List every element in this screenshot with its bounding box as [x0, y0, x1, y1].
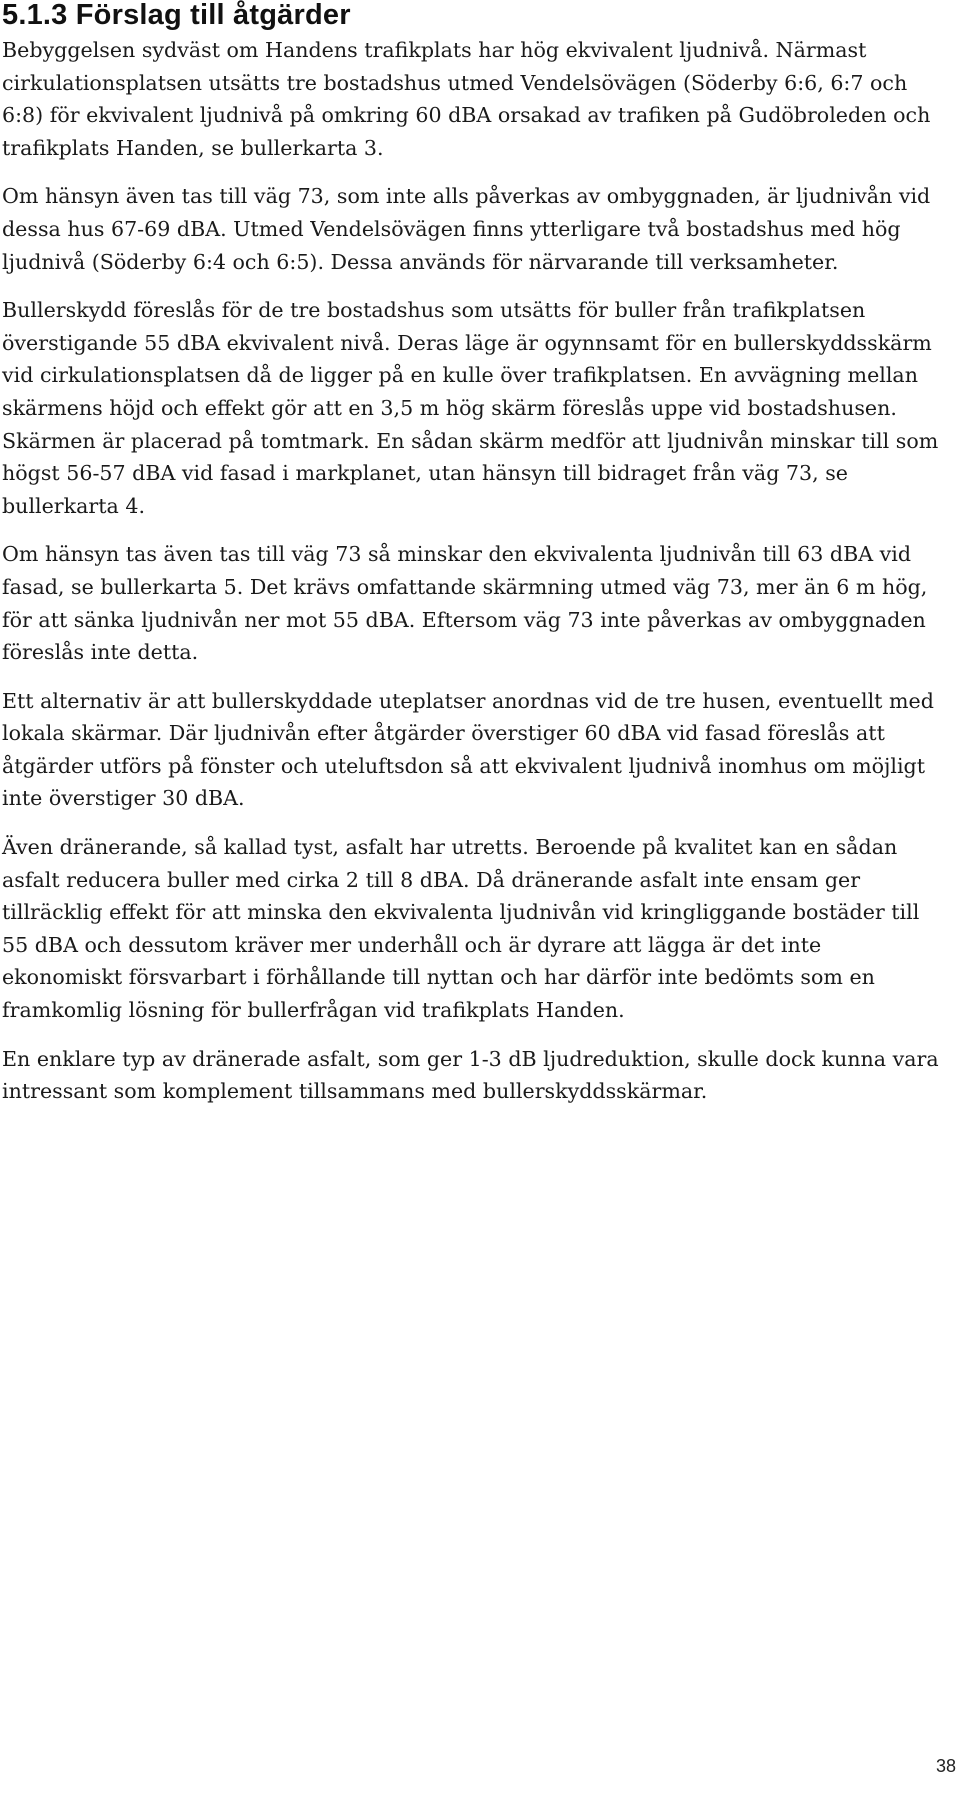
paragraph: Bullerskydd föreslås för de tre bostadshus som utsätts för buller från trafikplatsen överstigande 55 dBA ekvivalent nivå. Deras läge är ogynnsamt för en bullerskyddsskärm vid cirkulationsplatsen då de ligger på en kulle över trafikplatsen. En avvägning mellan skärmens höjd och effekt gör att en 3,5 m hög skärm föreslås uppe vid bostadshusen. Skärmen är placerad på tomtmark. En sådan skärm medför att ljudnivån minskar till som högst 56-57 dBA vid fasad i markplanet, utan hänsyn till bidraget från väg 73, se bullerkarta 4. — [2, 298, 939, 518]
paragraph: Bebyggelsen sydväst om Handens trafikplats har hög ekvivalent ljudnivå. Närmast cirkulationsplatsen utsätts tre bostadshus utmed Vendelsövägen (Söderby 6:6, 6:7 och 6:8) för ekvivalent ljudnivå på omkring 60 dBA orsakad av trafiken på Gudöbroleden och trafikplats Handen, se bullerkarta 3. — [2, 38, 931, 160]
section-body — [2, 34, 942, 1124]
section-heading: 5.1.3 Förslag till åtgärder — [2, 0, 351, 31]
paragraph: Om hänsyn även tas till väg 73, som inte alls påverkas av ombyggnaden, är ljudnivån vid dessa hus 67-69 dBA. Utmed Vendelsövägen finns ytterligare två bostadshus med hög ljudnivå (Söderby 6:4 och 6:5). Dessa används för närvarande till verksamheter. — [2, 184, 931, 274]
paragraph: Ett alternativ är att bullerskyddade uteplatser anordnas vid de tre husen, eventuellt med lokala skärmar. Där ljudnivån efter åtgärder överstiger 60 dBA vid fasad föreslås att åtgärder utförs på fönster och uteluftsdon så att ekvivalent ljudnivå inomhus om möjligt inte överstiger 30 dBA. — [2, 688, 934, 811]
paragraph: Om hänsyn tas även tas till väg 73 så minskar den ekvivalenta ljudnivån till 63 dBA vid fasad, se bullerkarta 5. Det krävs omfattande skärmning utmed väg 73, mer än 6 m hög, för att sänka ljudnivån ner mot 55 dBA. Eftersom väg 73 inte påverkas av ombyggnaden föreslås inte detta. — [2, 542, 928, 665]
paragraph: Även dränerande, så kallad tyst, asfalt har utretts. Beroende på kvalitet kan en sådan asfalt reducera buller med cirka 2 till 8 dBA. Då dränerande asfalt inte ensam ger tillräcklig effekt för att minska den ekvivalenta ljudnivån vid kringliggande bostäder till 55 dBA och dessutom kräver mer underhåll och är dyrare att lägga är det inte ekonomiskt försvarbart i förhållande till nyttan och har därför inte bedömts som en framkomlig lösning för bullerfrågan vid trafikplats Handen. — [2, 835, 920, 1023]
page-number: 38 — [935, 1756, 956, 1776]
paragraph: En enklare typ av dränerade asfalt, som ger 1-3 dB ljudreduktion, skulle dock kunna vara intressant som komplement tillsammans med bullerskyddsskärmar. — [2, 1046, 939, 1104]
